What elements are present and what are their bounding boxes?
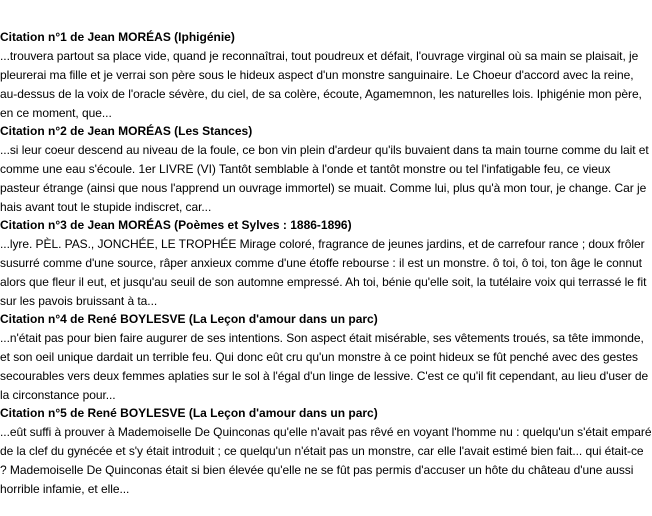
citation-1 xyxy=(0,29,652,123)
citation-text: ...si leur coeur descend au niveau de la foule, ce bon vin plein d'ardeur qu'ils buvaient dans ta main tourne comme du lait et comme une eau s'écoule. 1er LIVRE (VI) Tantôt semblable à l'onde et tantôt monstre ou tel l'infatigable feu, ce vieux pasteur étrange (ainsi que nous l'apprend un ouvrage immortel) se muait. Comme lui, plus qu'à mon tour, je change. Car je hais avant tout le stupide indiscret, car... xyxy=(0,143,649,214)
citation-5 xyxy=(0,405,652,499)
citation-2 xyxy=(0,123,652,217)
citation-title: Citation n°5 de René BOYLESVE (La Leçon d'amour dans un parc) xyxy=(0,406,378,420)
citation-title: Citation n°1 de Jean MORÉAS (Iphigénie) xyxy=(0,30,235,44)
citation-text: ...eût suffi à prouver à Mademoiselle De Quinconas qu'elle n'avait pas rêvé en voyant l'homme nu : quelqu'un s'était emparé de la clef du gynécée et s'y était introduit ; ce quelqu'un n'était pas un monstre, car elle l'avait estimé bien fait... qui était-ce ? Mademoiselle De Quinconas était si bien élevée qu'elle ne se fût pas permis d'accuser un hôte du château d'une aussi horrible infamie, et elle... xyxy=(0,425,652,496)
citation-4 xyxy=(0,311,652,405)
citation-title: Citation n°2 de Jean MORÉAS (Les Stances) xyxy=(0,124,253,138)
citation-3 xyxy=(0,217,652,311)
citation-list xyxy=(0,29,652,499)
citation-text: ...lyre. PÈL. PAS., JONCHÉE, LE TROPHÉE Mirage coloré, fragrance de jeunes jardins, et de carrefour rance ; doux frôler susurré comme d'une source, râper anxieux comme d'une étoffe rebourse : il est un monstre. ô toi, ô toi, ton âge le connut alors que fleur il eut, et jusqu'au seuil de son automne empressé. Ah toi, bénie qu'elle soit, la tutélaire voix qui terrassé le fit sur les pavois bruissant à ta... xyxy=(0,237,647,308)
citation-title: Citation n°3 de Jean MORÉAS (Poèmes et Sylves : 1886-1896) xyxy=(0,218,352,232)
citation-text: ...n'était pas pour bien faire augurer de ses intentions. Son aspect était misérable, ses vêtements troués, sa tête immonde, et son oeil unique dardait un terrible feu. Qui donc eût cru qu'un monstre à ce point hideux se fût penché avec des gestes secourables vers deux femmes aplaties sur le sol à l'égal d'un linge de lessive. C'est ce qu'il fit cependant, au lieu d'user de la circonstance pour... xyxy=(0,331,649,402)
citation-text: ...trouvera partout sa place vide, quand je reconnaîtrai, tout poudreux et défait, l'ouvrage virginal où sa main se plaisait, je pleurerai ma fille et je verrai son père sous le hideux aspect d'un monstre sanguinaire. Le Choeur d'accord avec la reine, au-dessus de la voix de l'oracle sévère, du ciel, de sa colère, écoute, Agamemnon, les naturelles lois. Iphigénie mon père, en ce moment, que... xyxy=(0,49,642,120)
citation-title: Citation n°4 de René BOYLESVE (La Leçon d'amour dans un parc) xyxy=(0,312,378,326)
